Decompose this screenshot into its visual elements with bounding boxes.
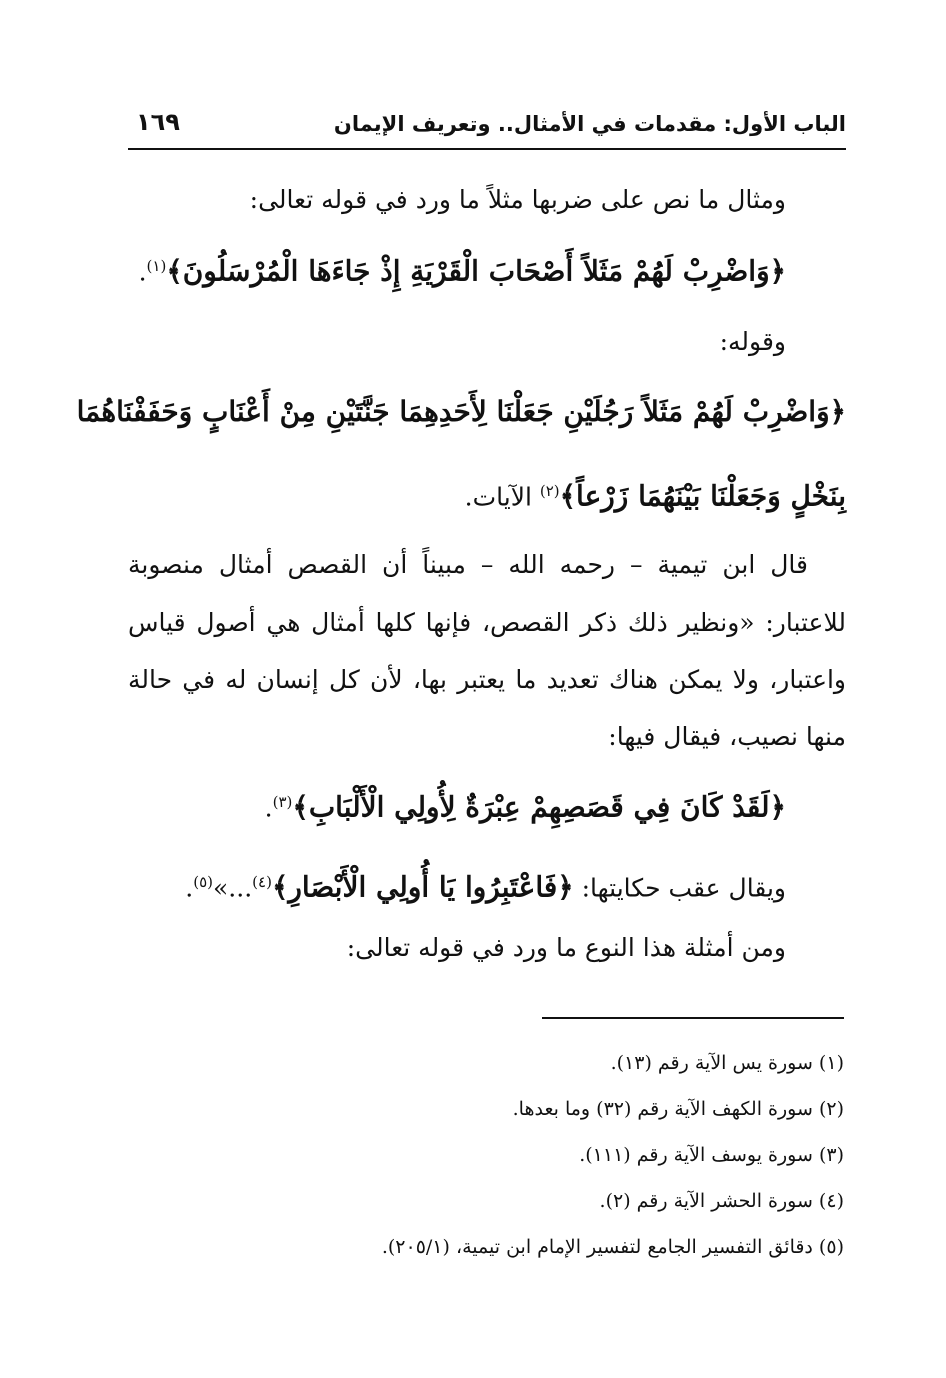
page-number: ١٦٩ bbox=[136, 108, 180, 136]
footnote-3: (٣) سورة يوسف الآية رقم (١١١). bbox=[579, 1144, 844, 1166]
footnote-5: (٥) دقائق التفسير الجامع لتفسير الإمام ابن تيمية، (٢٠٥/١). bbox=[381, 1236, 844, 1258]
header-rule bbox=[128, 148, 846, 150]
paragraph-line-1 bbox=[128, 545, 846, 585]
quran-verse-1 bbox=[139, 246, 786, 292]
paragraph-line-2: للاعتبار: «ونظير ذلك ذكر القصص، فإنها كلها أمثال هي أصول قياس bbox=[128, 608, 846, 637]
body-line-1: ومثال ما نص على ضربها مثلاً ما ورد في قوله تعالى: bbox=[249, 185, 786, 214]
verse-text: ﴿لَقَدْ كَانَ فِي قَصَصِهِمْ عِبْرَةٌ لِأُولِي الْأَلْبَابِ﴾ bbox=[292, 790, 786, 824]
verse-tail: الآيات. bbox=[464, 482, 540, 512]
verse-text: بِنَخْلٍ وَجَعَلْنَا بَيْنَهُمَا زَرْعاً﴾ bbox=[559, 479, 846, 513]
quran-verse-2b bbox=[128, 471, 846, 517]
body-line-4: ومن أمثلة هذا النوع ما ورد في قوله تعالى: bbox=[346, 933, 786, 962]
footnote-ref-3: (٣) bbox=[272, 793, 293, 811]
running-header bbox=[128, 108, 846, 148]
body-line-2: وقوله: bbox=[719, 327, 786, 356]
paragraph-line-4: منها نصيب، فيقال فيها: bbox=[608, 722, 846, 751]
ellipsis: ...» bbox=[213, 873, 253, 903]
line-text: ويقال عقب حكايتها: bbox=[573, 873, 786, 903]
header-title: الباب الأول: مقدمات في الأمثال.. وتعريف الإيمان bbox=[333, 112, 846, 136]
footnote-2: (٢) سورة الكهف الآية رقم (٣٢) وما بعدها. bbox=[512, 1098, 844, 1120]
footnote-ref-2: (٢) bbox=[539, 482, 560, 500]
footnote-separator bbox=[542, 1017, 844, 1019]
paragraph-line-3: واعتبار، ولا يمكن هناك تعديد ما يعتبر بها، لأن كل إنسان له في حالة bbox=[128, 665, 846, 694]
footnote-ref-4: (٤) bbox=[252, 873, 272, 891]
footnote-4: (٤) سورة الحشر الآية رقم (٢). bbox=[599, 1190, 844, 1212]
punctuation: . bbox=[185, 873, 194, 903]
quran-verse-2a: ﴿وَاضْرِبْ لَهُمْ مَثَلاً رَجُلَيْنِ جَعَلْنَا لِأَحَدِهِمَا جَنَّتَيْنِ مِنْ أَعْنَابٍ وَحَفَفْنَاهُمَا bbox=[76, 395, 846, 428]
footnote-ref-1: (١) bbox=[146, 257, 167, 275]
paragraph-text: قال ابن تيمية – رحمه الله – مبيناً أن القصص أمثال منصوبة bbox=[128, 550, 808, 579]
quran-verse-3 bbox=[265, 782, 786, 828]
footnote-ref-5: (٥) bbox=[193, 873, 214, 891]
punctuation: . bbox=[264, 793, 273, 823]
punctuation: . bbox=[138, 257, 147, 287]
body-line-3 bbox=[185, 862, 786, 908]
verse-text: ﴿فَاعْتَبِرُوا يَا أُولِي الْأَبْصَارِ﴾ bbox=[271, 870, 574, 904]
footnote-1: (١) سورة يس الآية رقم (١٣). bbox=[610, 1052, 844, 1074]
verse-text: ﴿وَاضْرِبْ لَهُمْ مَثَلاً أَصْحَابَ الْقَرْيَةِ إِذْ جَاءَهَا الْمُرْسَلُونَ﴾ bbox=[166, 254, 786, 288]
